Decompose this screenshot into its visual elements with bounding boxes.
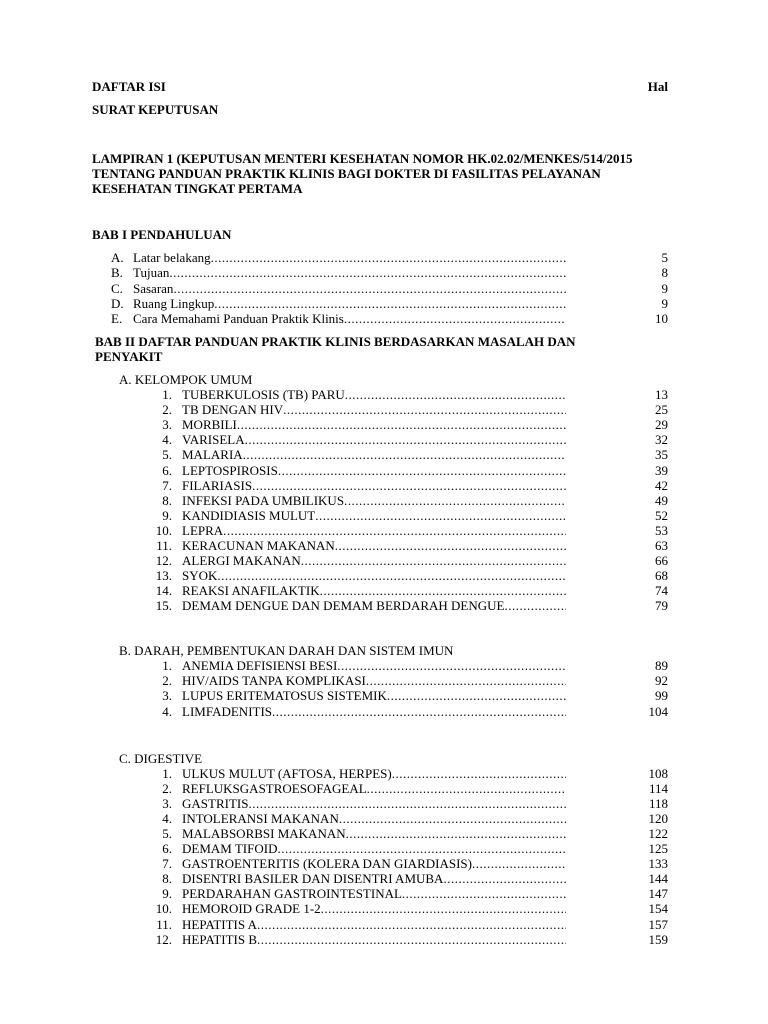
leader-dots <box>277 841 566 856</box>
leader-dots <box>283 402 566 417</box>
toc-entry-label: Ruang Lingkup <box>133 295 215 311</box>
toc-entry-page: 35 <box>655 447 668 463</box>
toc-entry[interactable] <box>111 311 668 326</box>
toc-entry-page: 118 <box>648 796 668 812</box>
toc-entry-label: DEMAM TIFOID <box>182 841 278 857</box>
toc-entry-number: 4. <box>162 811 172 827</box>
toc-entry-page: 89 <box>655 658 668 673</box>
toc-entry-label: HEPATITIS A <box>182 916 258 932</box>
toc-entry-page: 49 <box>655 492 668 508</box>
toc-entry-number: 2. <box>162 781 172 797</box>
toc-entry-number: 4. <box>162 703 172 719</box>
toc-entry-page: 9 <box>661 280 668 296</box>
toc-entry-label: MALARIA <box>182 447 243 463</box>
toc-entry-label: REFLUKSGASTROESOFAGEAL <box>182 781 367 797</box>
toc-entry-page: 157 <box>648 916 668 932</box>
leader-dots <box>472 856 566 871</box>
toc-entry-page: 32 <box>655 432 668 448</box>
toc-entry-label: LIMFADENITIS <box>182 703 273 719</box>
toc-entry[interactable] <box>152 432 668 447</box>
toc-entry[interactable] <box>152 568 668 583</box>
toc-entry-number: 3. <box>162 796 172 812</box>
toc-entry[interactable] <box>152 508 668 523</box>
toc-entry-label: FILARIASIS <box>182 477 253 493</box>
toc-entry[interactable] <box>152 932 668 947</box>
surat-keputusan-heading: SURAT KEPUTUSAN <box>92 102 219 117</box>
toc-entry[interactable] <box>152 826 668 841</box>
toc-entry[interactable] <box>152 841 668 856</box>
toc-entry[interactable] <box>111 265 668 280</box>
toc-entry-page: 39 <box>655 462 668 478</box>
toc-entry-number: 5. <box>162 826 172 842</box>
lampiran-line-3: KESEHATAN TINGKAT PERTAMA <box>92 181 303 196</box>
toc-entry-page: 125 <box>648 841 668 857</box>
toc-entry-number: 1. <box>162 658 172 673</box>
toc-entry-number: E. <box>111 311 123 326</box>
toc-entry[interactable] <box>152 523 668 538</box>
toc-entry-number: D. <box>111 295 124 311</box>
toc-entry[interactable] <box>152 447 668 462</box>
toc-entry[interactable] <box>152 766 668 781</box>
toc-entry-page: 42 <box>655 477 668 493</box>
toc-entry-number: 14. <box>155 583 172 599</box>
toc-entry-label: DEMAM DENGUE DAN DEMAM BERDARAH DENGUE <box>182 598 505 614</box>
toc-entry-label: PERDARAHAN GASTROINTESTINAL <box>182 886 402 902</box>
section-a-heading: A. KELOMPOK UMUM <box>119 372 253 387</box>
toc-entry[interactable] <box>152 493 668 508</box>
leader-dots <box>337 658 566 673</box>
toc-entry-page: 154 <box>648 901 668 917</box>
bab-1-heading: BAB I PENDAHULUAN <box>92 227 232 242</box>
bab-2-heading-line-1: BAB II DAFTAR PANDUAN PRAKTIK KLINIS BERDASARKAN MASALAH DAN <box>95 334 576 349</box>
leader-dots <box>345 387 566 402</box>
toc-entry-number: 6. <box>162 462 172 478</box>
toc-entry[interactable] <box>152 688 668 703</box>
toc-entry-label: INTOLERANSI MAKANAN <box>182 811 339 827</box>
toc-entry-number: 13. <box>155 568 172 584</box>
toc-entry-page: 122 <box>648 826 668 842</box>
toc-entry-number: C. <box>111 280 123 296</box>
toc-entry[interactable] <box>152 387 668 402</box>
toc-entry-number: 7. <box>162 477 172 493</box>
toc-entry-number: 4. <box>162 432 172 448</box>
leader-dots <box>321 901 566 916</box>
lampiran-line-2: TENTANG PANDUAN PRAKTIK KLINIS BAGI DOKTER DI FASILITAS PELAYANAN <box>92 166 601 181</box>
toc-entry[interactable] <box>152 856 668 871</box>
leader-dots <box>272 704 566 719</box>
toc-entry-label: ULKUS MULUT (AFTOSA, HERPES) <box>182 766 392 781</box>
leader-dots <box>402 886 566 901</box>
toc-entry-label: KERACUNAN MAKANAN <box>182 538 335 553</box>
toc-entry[interactable] <box>152 781 668 796</box>
toc-entry-page: 53 <box>655 522 668 538</box>
toc-entry-label: MORBILI <box>182 417 237 433</box>
toc-entry-page: 120 <box>648 811 668 827</box>
leader-dots <box>248 796 566 811</box>
toc-entry-label: Cara Memahami Panduan Praktik Klinis <box>133 311 344 326</box>
toc-entry-number: A. <box>111 250 124 265</box>
toc-entry-label: Tujuan <box>133 265 170 281</box>
leader-dots <box>392 766 566 781</box>
toc-entry-page: 159 <box>648 931 668 947</box>
toc-entry-page: 52 <box>655 507 668 523</box>
toc-entry-number: 10. <box>155 522 172 538</box>
toc-entry[interactable] <box>152 901 668 916</box>
leader-dots <box>245 432 566 447</box>
leader-dots <box>173 281 566 296</box>
toc-entry-page: 99 <box>655 688 668 704</box>
leader-dots <box>320 583 566 598</box>
leader-dots <box>257 932 566 947</box>
toc-entry[interactable] <box>152 673 668 688</box>
leader-dots <box>367 781 566 796</box>
toc-entry-number: 12. <box>155 553 172 569</box>
leader-dots <box>223 523 566 538</box>
toc-entry-number: 11. <box>156 538 172 553</box>
leader-dots <box>237 417 566 432</box>
page-column-header: Hal <box>647 79 668 94</box>
leader-dots <box>504 598 566 613</box>
toc-entry-page: 13 <box>655 387 668 402</box>
toc-entry-number: 12. <box>155 931 172 947</box>
toc-entry-page: 63 <box>655 538 668 553</box>
toc-entry-number: 8. <box>162 871 172 887</box>
toc-entry-label: KANDIDIASIS MULUT <box>182 507 316 523</box>
toc-entry-page: 114 <box>648 781 668 797</box>
toc-title: DAFTAR ISI <box>92 79 166 94</box>
toc-entry-number: 11. <box>156 916 172 932</box>
toc-entry-page: 66 <box>655 553 668 569</box>
toc-entry-label: Sasaran <box>133 280 174 296</box>
toc-entry[interactable] <box>152 583 668 598</box>
leader-dots <box>278 463 566 478</box>
toc-entry[interactable] <box>152 463 668 478</box>
toc-entry-page: 5 <box>661 250 668 265</box>
toc-entry-number: 6. <box>162 841 172 857</box>
toc-entry[interactable] <box>152 538 668 553</box>
toc-entry-label: LEPRA <box>182 522 224 538</box>
toc-entry-label: LUPUS ERITEMATOSUS SISTEMIK <box>182 688 387 704</box>
leader-dots <box>169 265 566 280</box>
toc-entry-label: TUBERKULOSIS (TB) PARU <box>182 387 345 402</box>
lampiran-line-1: LAMPIRAN 1 (KEPUTUSAN MENTERI KESEHATAN NOMOR HK.02.02/MENKES/514/2015 <box>92 151 633 166</box>
toc-entry-label: INFEKSI PADA UMBILIKUS <box>182 492 345 508</box>
leader-dots <box>211 250 566 265</box>
leader-dots <box>243 447 566 462</box>
leader-dots <box>344 493 566 508</box>
bab-2-heading-line-2: PENYAKIT <box>95 349 163 364</box>
toc-entry[interactable] <box>152 917 668 932</box>
leader-dots <box>344 311 566 326</box>
toc-entry-label: MALABSORBSI MAKANAN <box>182 826 346 842</box>
toc-entry[interactable] <box>111 296 668 311</box>
toc-entry-page: 8 <box>661 265 668 281</box>
toc-entry[interactable] <box>152 553 668 568</box>
toc-entry-page: 10 <box>655 311 668 326</box>
toc-entry-number: 15. <box>155 598 172 614</box>
toc-entry[interactable] <box>152 704 668 719</box>
toc-entry-page: 108 <box>648 766 668 781</box>
toc-entry-number: 9. <box>162 886 172 902</box>
toc-entry-page: 92 <box>655 673 668 689</box>
toc-entry-number: 3. <box>162 688 172 704</box>
toc-entry-label: HEPATITIS B <box>182 931 258 947</box>
toc-entry-label: Latar belakang <box>133 250 211 265</box>
toc-entry-label: GASTROENTERITIS (KOLERA DAN GIARDIASIS) <box>182 856 472 872</box>
leader-dots <box>346 826 566 841</box>
toc-entry[interactable] <box>152 871 668 886</box>
toc-entry[interactable] <box>152 796 668 811</box>
toc-entry-page: 74 <box>655 583 668 599</box>
leader-dots <box>339 811 566 826</box>
toc-entry[interactable] <box>152 658 668 673</box>
toc-entry-page: 147 <box>648 886 668 902</box>
toc-entry-page: 144 <box>648 871 668 887</box>
toc-entry[interactable] <box>152 478 668 493</box>
toc-entry-number: 7. <box>162 856 172 872</box>
toc-entry[interactable] <box>152 811 668 826</box>
toc-entry-number: B. <box>111 265 123 281</box>
leader-dots <box>335 538 566 553</box>
toc-entry[interactable] <box>111 250 668 265</box>
toc-entry-label: SYOK <box>182 568 218 584</box>
toc-entry-number: 1. <box>162 387 172 402</box>
leader-dots <box>257 917 566 932</box>
toc-entry[interactable] <box>152 402 668 417</box>
toc-entry-label: TB DENGAN HIV <box>182 402 284 418</box>
toc-entry-number: 1. <box>162 766 172 781</box>
toc-entry[interactable] <box>152 886 668 901</box>
toc-entry-number: 2. <box>162 673 172 689</box>
leader-dots <box>387 688 566 703</box>
toc-entry-label: DISENTRI BASILER DAN DISENTRI AMUBA <box>182 871 444 887</box>
toc-entry-page: 79 <box>655 598 668 614</box>
toc-entry-page: 104 <box>648 703 668 719</box>
toc-entry-number: 10. <box>155 901 172 917</box>
toc-entry-label: HEMOROID GRADE 1-2 <box>182 901 321 917</box>
toc-entry-page: 9 <box>661 295 668 311</box>
leader-dots <box>315 508 566 523</box>
toc-entry-page: 29 <box>655 417 668 433</box>
toc-entry-label: ANEMIA DEFISIENSI BESI <box>182 658 338 673</box>
toc-entry[interactable] <box>152 417 668 432</box>
section-c-heading: C. DIGESTIVE <box>119 751 203 766</box>
toc-entry-label: GASTRITIS <box>182 796 249 812</box>
leader-dots <box>301 553 566 568</box>
toc-entry-label: REAKSI ANAFILAKTIK <box>182 583 320 599</box>
toc-entry-number: 9. <box>162 507 172 523</box>
toc-entry[interactable] <box>152 598 668 613</box>
leader-dots <box>366 673 566 688</box>
toc-entry-label: VARISELA <box>182 432 245 448</box>
toc-entry-number: 5. <box>162 447 172 463</box>
toc-entry-page: 25 <box>655 402 668 418</box>
section-b-heading: B. DARAH, PEMBENTUKAN DARAH DAN SISTEM IMUN <box>119 643 454 658</box>
leader-dots <box>214 296 566 311</box>
toc-entry-number: 8. <box>162 492 172 508</box>
toc-entry-label: HIV/AIDS TANPA KOMPLIKASI <box>182 673 366 689</box>
toc-entry[interactable] <box>111 281 668 296</box>
toc-entry-label: LEPTOSPIROSIS <box>182 462 278 478</box>
toc-entry-page: 68 <box>655 568 668 584</box>
toc-entry-number: 3. <box>162 417 172 433</box>
leader-dots <box>217 568 566 583</box>
toc-entry-number: 2. <box>162 402 172 418</box>
leader-dots <box>252 478 566 493</box>
toc-entry-label: ALERGI MAKANAN <box>182 553 301 569</box>
toc-entry-page: 133 <box>648 856 668 872</box>
leader-dots <box>443 871 566 886</box>
